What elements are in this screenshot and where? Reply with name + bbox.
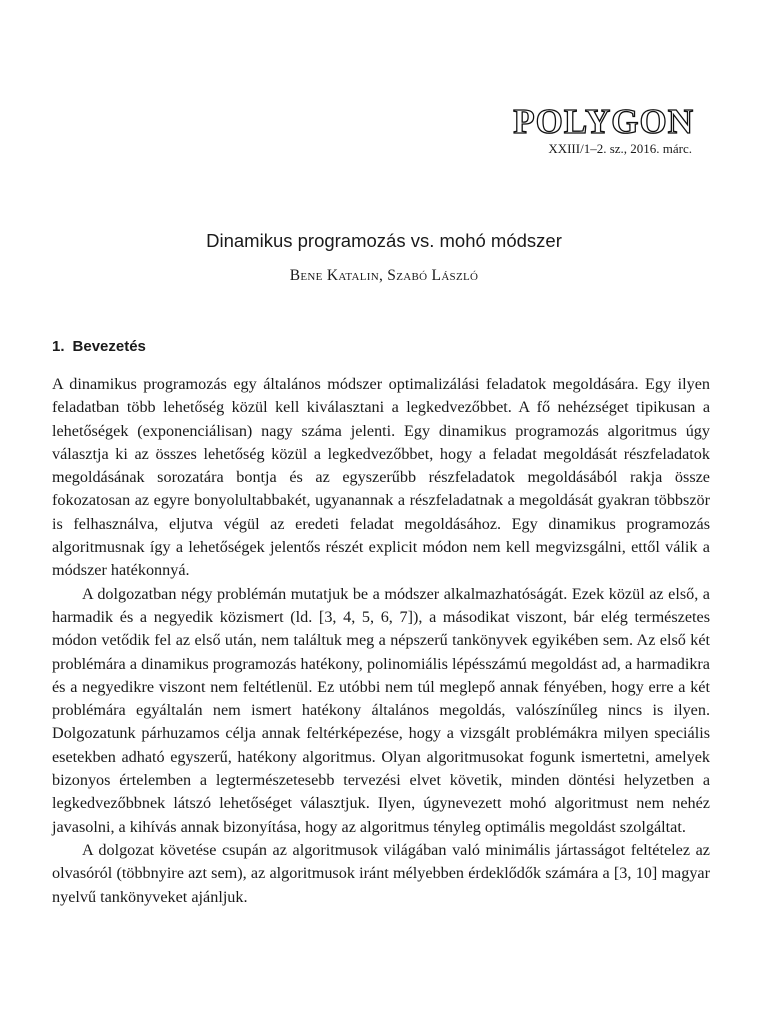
paragraph: A dolgozat követése csupán az algoritmusok világában való minimális jártasságot feltételez az olvasóról (többnyire azt sem), az algoritmusok iránt mélyebben érdeklődők számára a [3, 10] magyar nyelvű tankönyveket ajánljuk. <box>52 840 710 906</box>
journal-name: POLYGON <box>513 102 694 141</box>
article-authors: Bene Katalin, Szabó László <box>289 267 479 284</box>
article-title: Dinamikus programozás vs. mohó módszer <box>206 230 562 251</box>
section-title: Bevezetés <box>72 338 146 355</box>
body-text <box>52 373 710 909</box>
journal-header <box>513 103 694 157</box>
section-heading <box>52 336 146 358</box>
paragraph: A dolgozatban négy problémán mutatjuk be a módszer alkalmazhatóságát. Ezek közül az első, a harmadik és a negyedik közismert (ld. [3, 4, 5, 6, 7]), a másodikat viszont, bár elég természetes módon vetődik fel az első után, nem találtuk meg a népszerű tankönyvek egyikében sem. Az első két problémára a dinamikus programozás hatékony, polinomiális lépésszámú megoldást ad, a harmadikra és a negyedikre viszont nem feltétlenül. Ez utóbbi nem túl meglepő annak fényében, hogy erre a két problémára egyáltalán nem ismert hatékony általános megoldás, valószínűleg nincs is ilyen. Dolgozatunk párhuzamos célja annak feltérképezése, hogy a vizsgált problémákra milyen speciális esetekben adható egyszerű, hatékony algoritmus. Olyan algoritmusokat fogunk ismertetni, amelyek bizonyos értelemben a legtermészetesebb tervezési elvet követik, minden döntési helyzetben a legkedvezőbbnek látszó lehetőséget választjuk. Ilyen, úgynevezett mohó algoritmust nem nehéz javasolni, a kihívás annak bizonyítása, hogy az algoritmus tényleg optimális megoldást szolgáltat. <box>52 584 710 836</box>
paragraph: A dinamikus programozás egy általános módszer optimalizálási feladatok megoldására. Egy ilyen feladatban több lehetőség közül kell kiválasztani a legkedvezőbbet. A fő nehézséget tipikusan a lehetőségek (exponenciálisan) nagy száma jelenti. Egy dinamikus programozás algoritmus úgy választja ki az összes lehetőség közül a legkedvezőbbet, hogy a feladat megoldását részfeladatok megoldásának sorozatára bontja és az egyszerűbb részfeladatok megoldásából rakja össze fokozatosan az egyre bonyolultabbakét, ugyanannak a részfeladatnak a megoldását gyakran többször is felhasználva, eljutva végül az eredeti feladat megoldásához. Egy dinamikus programozás algoritmusnak így a lehetőségek jelentős részét explicit módon nem kell megvizsgálni, ettől válik a módszer hatékonnyá. <box>52 375 710 580</box>
section-number: 1. <box>52 338 65 355</box>
journal-issue: XXIII/1–2. sz., 2016. márc. <box>548 141 692 156</box>
